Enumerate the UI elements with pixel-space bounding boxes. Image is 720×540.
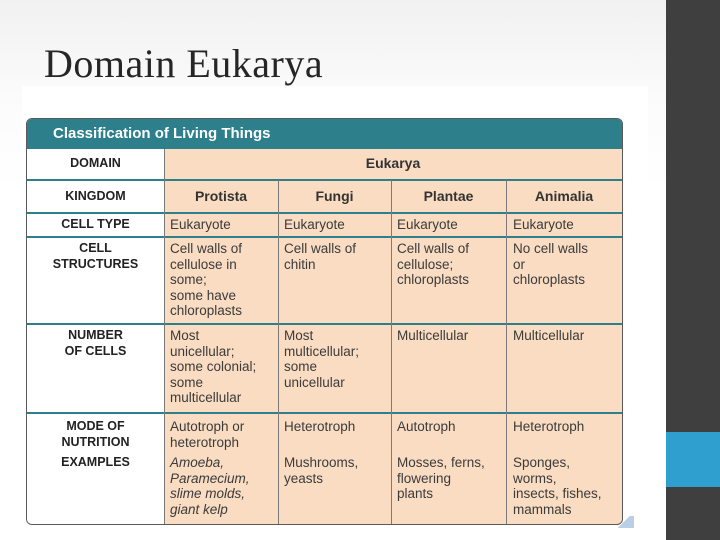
column-divider bbox=[506, 180, 507, 524]
number-of-cells-protista: Most unicellular; some colonial; some multicellular bbox=[170, 328, 257, 405]
nutrition-protista: Autotroph or heterotroph bbox=[170, 419, 245, 450]
number-of-cells-plantae: Multicellular bbox=[397, 328, 469, 343]
label-examples: EXAMPLES bbox=[61, 455, 130, 469]
kingdom-animalia: Animalia bbox=[534, 188, 594, 204]
kingdom-protista: Protista bbox=[194, 188, 248, 204]
nutrition-fungi: Heterotroph bbox=[284, 419, 356, 434]
label-mode-of-nutrition: MODE OF NUTRITION bbox=[61, 419, 130, 449]
label-kingdom: KINGDOM bbox=[65, 189, 126, 203]
cell-type-fungi: Eukaryote bbox=[284, 217, 345, 232]
column-divider bbox=[278, 180, 279, 524]
cell-type-plantae: Eukaryote bbox=[397, 217, 458, 232]
kingdom-plantae: Plantae bbox=[423, 188, 474, 204]
number-of-cells-fungi: Most multicellular; some unicellular bbox=[284, 328, 360, 390]
label-cell-structures: CELL STRUCTURES bbox=[52, 241, 139, 271]
slide-title: Domain Eukarya bbox=[44, 41, 324, 86]
cell-type-animalia: Eukaryote bbox=[513, 217, 574, 232]
row-divider bbox=[27, 236, 622, 238]
examples-animalia: Sponges, worms, insects, fishes, mammals bbox=[513, 455, 602, 517]
classification-table bbox=[26, 118, 623, 525]
label-domain: DOMAIN bbox=[70, 156, 121, 170]
nutrition-animalia: Heterotroph bbox=[513, 419, 585, 434]
examples-plantae: Mosses, ferns, flowering plants bbox=[397, 455, 485, 501]
cell-structures-fungi: Cell walls of chitin bbox=[284, 241, 357, 272]
number-of-cells-animalia: Multicellular bbox=[513, 328, 585, 343]
column-divider bbox=[391, 180, 392, 524]
column-divider bbox=[164, 149, 165, 524]
examples-fungi: Mushrooms, yeasts bbox=[284, 455, 359, 486]
cell-type-protista: Eukaryote bbox=[170, 217, 231, 232]
domain-value: Eukarya bbox=[365, 155, 421, 171]
row-divider bbox=[27, 212, 622, 214]
row-divider bbox=[27, 323, 622, 325]
cell-structures-protista: Cell walls of cellulose in some; some have chloroplasts bbox=[170, 241, 243, 318]
slide-side-accent bbox=[666, 432, 720, 487]
label-cell-type: CELL TYPE bbox=[61, 217, 130, 231]
row-divider bbox=[27, 412, 622, 414]
cell-structures-animalia: No cell walls or chloroplasts bbox=[513, 241, 589, 287]
examples-protista: Amoeba, Paramecium, slime molds, giant kelp bbox=[170, 455, 250, 517]
table-header: Classification of Living Things bbox=[27, 119, 622, 149]
row-divider bbox=[27, 179, 622, 181]
nutrition-plantae: Autotroph bbox=[397, 419, 456, 434]
cell-structures-plantae: Cell walls of cellulose; chloroplasts bbox=[397, 241, 470, 287]
kingdom-fungi: Fungi bbox=[315, 188, 354, 204]
label-number-of-cells: NUMBER OF CELLS bbox=[64, 328, 127, 358]
